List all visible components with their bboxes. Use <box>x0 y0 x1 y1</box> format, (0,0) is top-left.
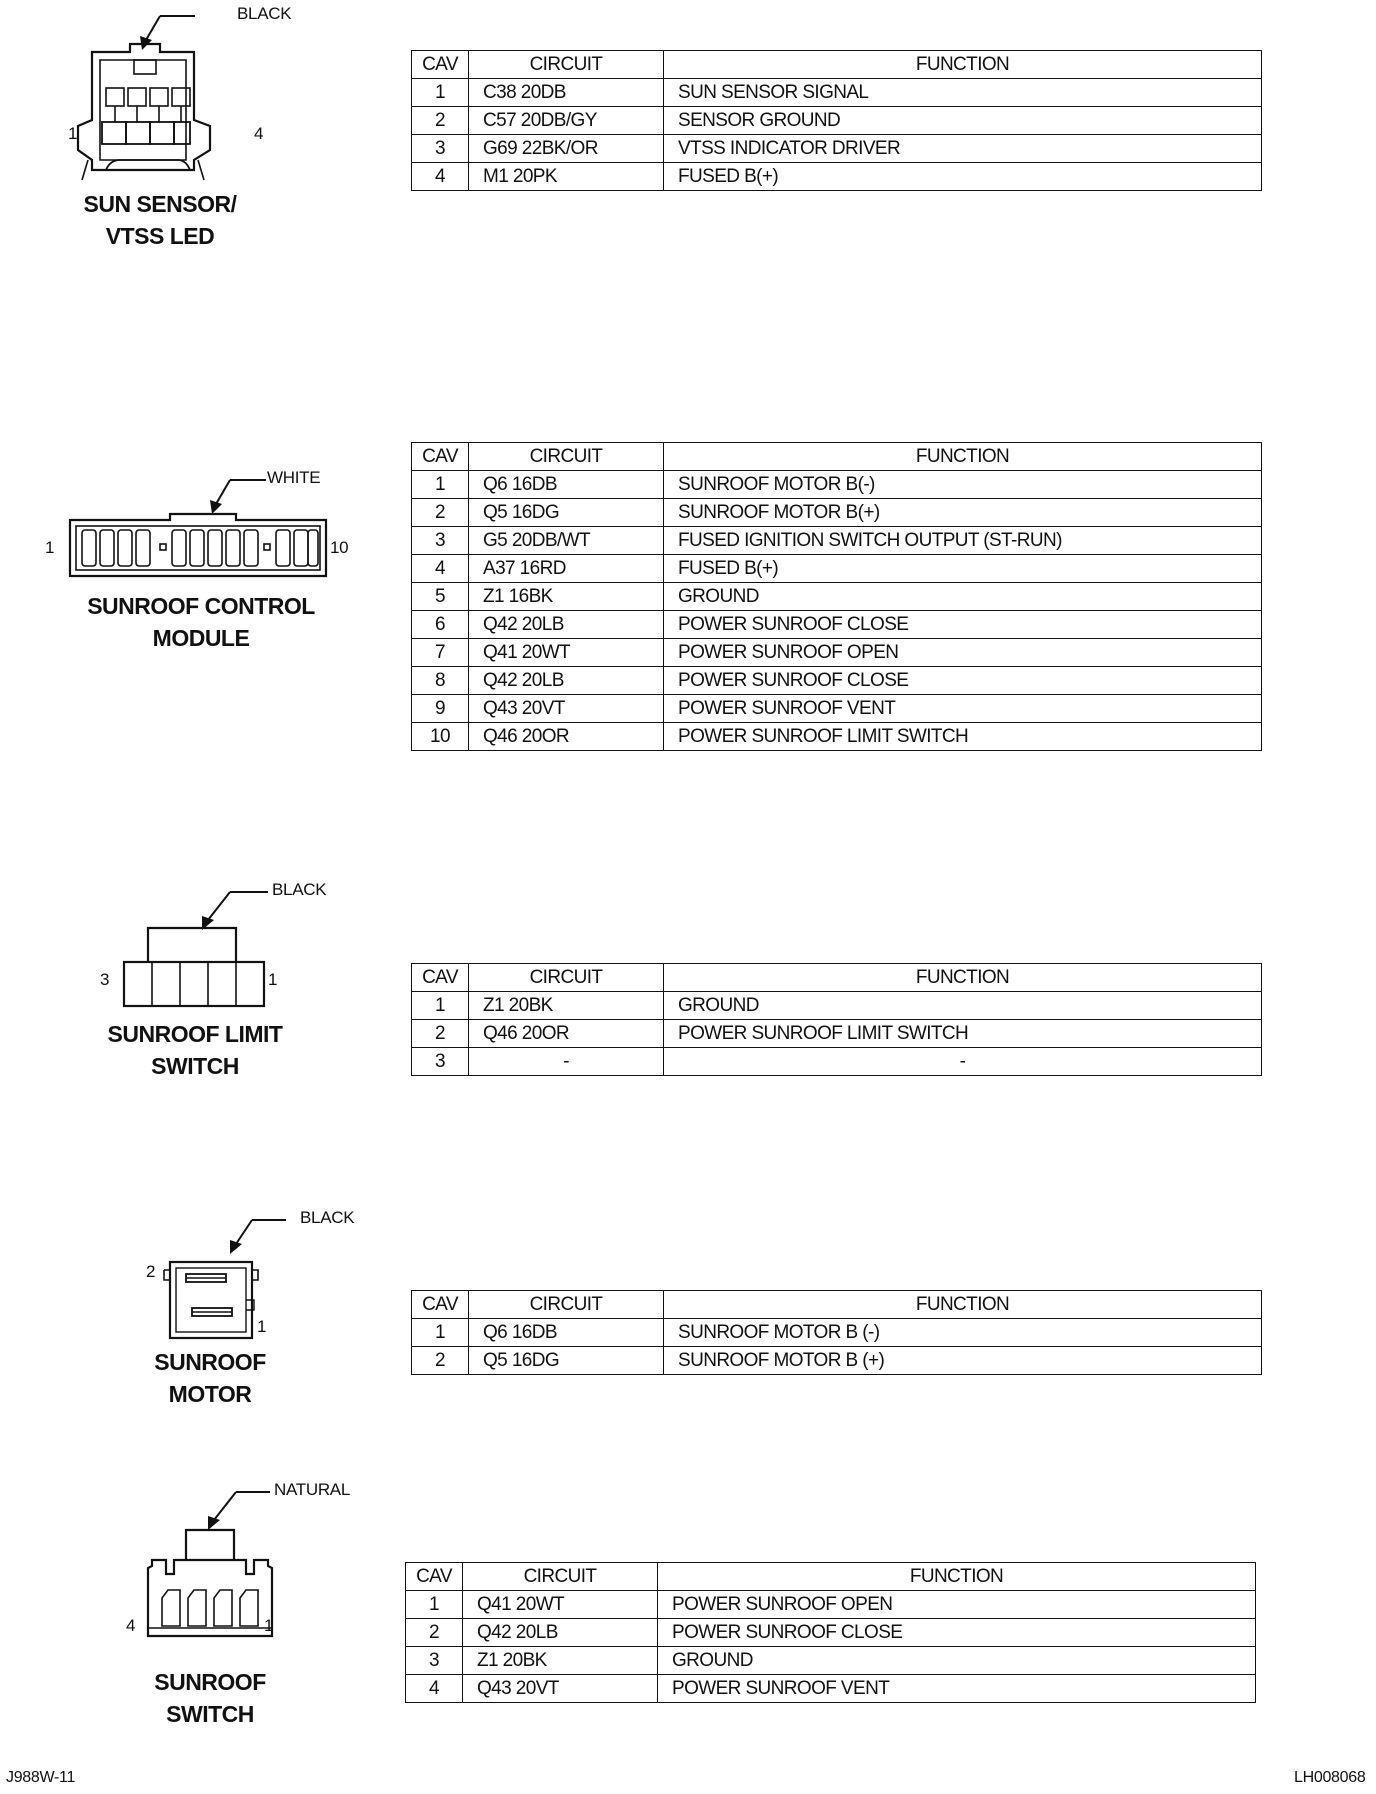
pin-number-left: 1 <box>68 124 78 143</box>
table-row <box>412 1319 1262 1347</box>
header-function: FUNCTION <box>664 1291 1262 1319</box>
cav-cell: 3 <box>412 1048 469 1076</box>
function-cell: VTSS INDICATOR DRIVER <box>664 135 1262 163</box>
cav-cell: 7 <box>412 639 469 667</box>
cav-cell: 3 <box>412 135 469 163</box>
cav-cell: 1 <box>412 471 469 499</box>
header-circuit: CIRCUIT <box>469 964 664 992</box>
cav-cell: 5 <box>412 583 469 611</box>
function-cell: GROUND <box>658 1647 1256 1675</box>
table-row <box>412 135 1262 163</box>
function-cell: POWER SUNROOF CLOSE <box>658 1619 1256 1647</box>
circuit-cell: Z1 16BK <box>469 583 664 611</box>
table-row <box>406 1647 1256 1675</box>
table-row <box>406 1591 1256 1619</box>
table-row <box>412 611 1262 639</box>
header-cav: CAV <box>406 1563 463 1591</box>
cav-cell: 2 <box>412 499 469 527</box>
cav-cell: 10 <box>412 723 469 751</box>
table-row <box>412 695 1262 723</box>
connector-drawing-sunroof-motor <box>130 1200 390 1420</box>
function-cell: POWER SUNROOF VENT <box>658 1675 1256 1703</box>
pin-number-left: 3 <box>100 970 110 989</box>
sunroof-switch-connector-icon <box>110 1476 390 1656</box>
circuit-cell: Q41 20WT <box>469 639 664 667</box>
header-function: FUNCTION <box>664 443 1262 471</box>
cav-cell: 1 <box>412 79 469 107</box>
table-row <box>412 163 1262 191</box>
connector-color-label: WHITE <box>267 468 321 487</box>
table-row <box>412 499 1262 527</box>
table-row <box>412 1347 1262 1375</box>
pin-number-right: 4 <box>254 124 264 143</box>
circuit-cell: C38 20DB <box>469 79 664 107</box>
table-row <box>412 992 1262 1020</box>
table-row <box>412 107 1262 135</box>
connector-name: SUNROOF SWITCH <box>154 1669 266 1727</box>
function-cell: POWER SUNROOF CLOSE <box>664 611 1262 639</box>
cavity-table-sunroof-limit-switch <box>411 963 1262 1076</box>
pin-number-left: 2 <box>146 1262 156 1281</box>
connector-drawing-sunroof-control-module <box>36 460 366 660</box>
table-row <box>406 1619 1256 1647</box>
table-row <box>412 527 1262 555</box>
connector-name: SUNROOF LIMIT SWITCH <box>107 1021 283 1079</box>
function-cell: GROUND <box>664 583 1262 611</box>
table-row <box>412 723 1262 751</box>
table-row <box>412 583 1262 611</box>
table-row <box>406 1675 1256 1703</box>
cav-cell: 1 <box>412 992 469 1020</box>
cavity-table-sunroof-switch <box>405 1562 1256 1703</box>
function-cell: FUSED B(+) <box>664 555 1262 583</box>
cavity-table-sun-sensor <box>411 50 1262 191</box>
function-cell: POWER SUNROOF LIMIT SWITCH <box>664 723 1262 751</box>
connector-color-label: BLACK <box>272 880 327 899</box>
table-row <box>412 471 1262 499</box>
table-header-row <box>412 964 1262 992</box>
function-cell: SENSOR GROUND <box>664 107 1262 135</box>
cav-cell: 1 <box>412 1319 469 1347</box>
table-header-row <box>406 1563 1256 1591</box>
function-cell: POWER SUNROOF VENT <box>664 695 1262 723</box>
cav-cell: 4 <box>412 163 469 191</box>
circuit-cell: G69 22BK/OR <box>469 135 664 163</box>
function-cell: SUN SENSOR SIGNAL <box>664 79 1262 107</box>
pin-number-left: 1 <box>45 538 55 557</box>
connector-drawing-sunroof-switch <box>110 1476 390 1756</box>
cav-cell: 2 <box>406 1619 463 1647</box>
function-cell: FUSED B(+) <box>664 163 1262 191</box>
function-cell: - <box>664 1048 1262 1076</box>
figure-code-right: LH008068 <box>1294 1769 1366 1786</box>
pin-number-right: 1 <box>257 1317 267 1336</box>
table-row <box>412 79 1262 107</box>
connector-color-label: NATURAL <box>274 1480 350 1499</box>
circuit-cell: G5 20DB/WT <box>469 527 664 555</box>
cavity-table-sunroof-control-module <box>411 442 1262 751</box>
circuit-cell: C57 20DB/GY <box>469 107 664 135</box>
circuit-cell: Q42 20LB <box>463 1619 658 1647</box>
header-function: FUNCTION <box>664 964 1262 992</box>
cav-cell: 8 <box>412 667 469 695</box>
function-cell: POWER SUNROOF CLOSE <box>664 667 1262 695</box>
header-circuit: CIRCUIT <box>463 1563 658 1591</box>
header-circuit: CIRCUIT <box>469 1291 664 1319</box>
function-cell: POWER SUNROOF OPEN <box>658 1591 1256 1619</box>
connector-drawing-sun-sensor <box>60 0 360 260</box>
function-cell: FUSED IGNITION SWITCH OUTPUT (ST-RUN) <box>664 527 1262 555</box>
header-circuit: CIRCUIT <box>469 443 664 471</box>
table-row <box>412 555 1262 583</box>
header-function: FUNCTION <box>664 51 1262 79</box>
circuit-cell: Q43 20VT <box>463 1675 658 1703</box>
function-cell: SUNROOF MOTOR B(+) <box>664 499 1262 527</box>
sunroof-limit-switch-connector-icon <box>90 870 390 1010</box>
pin-number-right: 10 <box>330 538 349 557</box>
circuit-cell: Q6 16DB <box>469 1319 664 1347</box>
connector-name: SUN SENSOR/ VTSS LED <box>83 191 237 249</box>
connector-name: SUNROOF MOTOR <box>154 1349 266 1407</box>
circuit-cell: Q46 20OR <box>469 723 664 751</box>
table-header-row <box>412 51 1262 79</box>
cav-cell: 3 <box>406 1647 463 1675</box>
header-cav: CAV <box>412 964 469 992</box>
table-row <box>412 1020 1262 1048</box>
circuit-cell: Z1 20BK <box>469 992 664 1020</box>
pin-number-right: 1 <box>264 1616 274 1635</box>
cav-cell: 2 <box>412 1020 469 1048</box>
cavity-table-sunroof-motor <box>411 1290 1262 1375</box>
table-row <box>412 639 1262 667</box>
circuit-cell: Q6 16DB <box>469 471 664 499</box>
function-cell: GROUND <box>664 992 1262 1020</box>
cav-cell: 4 <box>406 1675 463 1703</box>
circuit-cell: Q5 16DG <box>469 499 664 527</box>
figure-code-left: J988W-11 <box>6 1769 76 1786</box>
pin-number-right: 1 <box>268 970 278 989</box>
table-header-row <box>412 1291 1262 1319</box>
cav-cell: 9 <box>412 695 469 723</box>
cav-cell: 1 <box>406 1591 463 1619</box>
header-cav: CAV <box>412 443 469 471</box>
function-cell: SUNROOF MOTOR B (+) <box>664 1347 1262 1375</box>
function-cell: POWER SUNROOF LIMIT SWITCH <box>664 1020 1262 1048</box>
connector-drawing-sunroof-limit-switch <box>90 870 390 1090</box>
cav-cell: 2 <box>412 107 469 135</box>
cav-cell: 2 <box>412 1347 469 1375</box>
circuit-cell: Q46 20OR <box>469 1020 664 1048</box>
circuit-cell: Q41 20WT <box>463 1591 658 1619</box>
function-cell: SUNROOF MOTOR B(-) <box>664 471 1262 499</box>
circuit-cell: Q5 16DG <box>469 1347 664 1375</box>
function-cell: SUNROOF MOTOR B (-) <box>664 1319 1262 1347</box>
circuit-cell: Z1 20BK <box>463 1647 658 1675</box>
cav-cell: 4 <box>412 555 469 583</box>
circuit-cell: Q43 20VT <box>469 695 664 723</box>
circuit-cell: Q42 20LB <box>469 667 664 695</box>
cav-cell: 6 <box>412 611 469 639</box>
connector-color-label: BLACK <box>237 4 292 23</box>
table-row <box>412 667 1262 695</box>
function-cell: POWER SUNROOF OPEN <box>664 639 1262 667</box>
cav-cell: 3 <box>412 527 469 555</box>
circuit-cell: M1 20PK <box>469 163 664 191</box>
header-function: FUNCTION <box>658 1563 1256 1591</box>
circuit-cell: - <box>469 1048 664 1076</box>
header-circuit: CIRCUIT <box>469 51 664 79</box>
circuit-cell: Q42 20LB <box>469 611 664 639</box>
header-cav: CAV <box>412 51 469 79</box>
table-header-row <box>412 443 1262 471</box>
header-cav: CAV <box>412 1291 469 1319</box>
table-row <box>412 1048 1262 1076</box>
connector-name: SUNROOF CONTROL MODULE <box>87 593 315 651</box>
pin-number-left: 4 <box>126 1616 136 1635</box>
circuit-cell: A37 16RD <box>469 555 664 583</box>
connector-color-label: BLACK <box>300 1208 355 1227</box>
